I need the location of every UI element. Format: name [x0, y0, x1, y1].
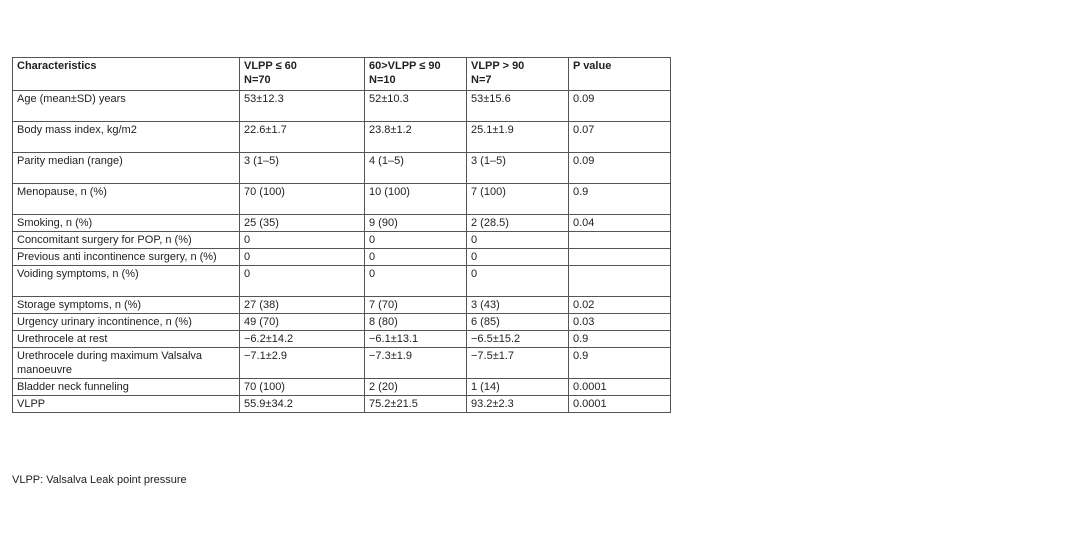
table-row — [13, 232, 671, 249]
table-header-row — [13, 58, 671, 91]
header-text: VLPP > 90 — [471, 60, 525, 72]
table-row — [13, 215, 671, 232]
characteristic-cell: Storage symptoms, n (%) — [13, 297, 240, 314]
header-group-2 — [365, 58, 467, 91]
group-1-cell: 49 (70) — [240, 314, 365, 331]
group-1-cell: −7.1±2.9 — [240, 348, 365, 379]
characteristic-cell: Bladder neck funneling — [13, 379, 240, 396]
group-3-cell: 3 (43) — [467, 297, 569, 314]
characteristic-cell: Previous anti incontinence surgery, n (%) — [13, 249, 240, 266]
characteristics-table — [12, 57, 671, 413]
header-text: Characteristics — [17, 60, 97, 72]
table-row — [13, 314, 671, 331]
p-value-cell — [569, 266, 671, 297]
group-3-cell: 0 — [467, 249, 569, 266]
table-row — [13, 396, 671, 413]
header-n: N=10 — [369, 74, 396, 86]
group-2-cell: 23.8±1.2 — [365, 122, 467, 153]
group-1-cell: 3 (1–5) — [240, 153, 365, 184]
group-2-cell: 0 — [365, 232, 467, 249]
p-value-cell: 0.9 — [569, 348, 671, 379]
header-group-3 — [467, 58, 569, 91]
group-3-cell: 6 (85) — [467, 314, 569, 331]
p-value-cell: 0.02 — [569, 297, 671, 314]
table-row — [13, 266, 671, 297]
table-row — [13, 153, 671, 184]
p-value-cell: 0.0001 — [569, 379, 671, 396]
group-3-cell: 25.1±1.9 — [467, 122, 569, 153]
table-row — [13, 184, 671, 215]
group-3-cell: 93.2±2.3 — [467, 396, 569, 413]
header-characteristics — [13, 58, 240, 91]
p-value-cell: 0.9 — [569, 331, 671, 348]
p-value-cell: 0.04 — [569, 215, 671, 232]
table-footnote: VLPP: Valsalva Leak point pressure — [12, 474, 187, 486]
p-value-cell: 0.03 — [569, 314, 671, 331]
characteristic-cell: Menopause, n (%) — [13, 184, 240, 215]
group-3-cell: 7 (100) — [467, 184, 569, 215]
p-value-cell — [569, 249, 671, 266]
header-text: 60>VLPP ≤ 90 — [369, 60, 441, 72]
group-1-cell: 70 (100) — [240, 184, 365, 215]
group-1-cell: 70 (100) — [240, 379, 365, 396]
p-value-cell: 0.09 — [569, 91, 671, 122]
table-row — [13, 91, 671, 122]
group-3-cell: −6.5±15.2 — [467, 331, 569, 348]
table-body — [13, 91, 671, 413]
header-n: N=70 — [244, 74, 271, 86]
p-value-cell — [569, 232, 671, 249]
group-1-cell: 27 (38) — [240, 297, 365, 314]
table-row — [13, 249, 671, 266]
characteristic-cell: Body mass index, kg/m2 — [13, 122, 240, 153]
group-2-cell: 10 (100) — [365, 184, 467, 215]
p-value-cell: 0.0001 — [569, 396, 671, 413]
table-row — [13, 348, 671, 379]
group-1-cell: 0 — [240, 249, 365, 266]
group-2-cell: −6.1±13.1 — [365, 331, 467, 348]
group-3-cell: 0 — [467, 232, 569, 249]
group-2-cell: 52±10.3 — [365, 91, 467, 122]
table-row — [13, 331, 671, 348]
group-3-cell: 2 (28.5) — [467, 215, 569, 232]
group-1-cell: 0 — [240, 266, 365, 297]
characteristic-cell: Urethrocele during maximum Valsalva manoeuvre — [13, 348, 240, 379]
group-1-cell: 55.9±34.2 — [240, 396, 365, 413]
header-text: P value — [573, 60, 612, 72]
group-3-cell: 53±15.6 — [467, 91, 569, 122]
group-2-cell: 2 (20) — [365, 379, 467, 396]
p-value-cell: 0.9 — [569, 184, 671, 215]
group-2-cell: 0 — [365, 266, 467, 297]
group-2-cell: 8 (80) — [365, 314, 467, 331]
group-1-cell: 25 (35) — [240, 215, 365, 232]
characteristic-cell: Voiding symptoms, n (%) — [13, 266, 240, 297]
group-3-cell: −7.5±1.7 — [467, 348, 569, 379]
group-2-cell: 7 (70) — [365, 297, 467, 314]
group-3-cell: 0 — [467, 266, 569, 297]
group-2-cell: 9 (90) — [365, 215, 467, 232]
characteristic-cell: VLPP — [13, 396, 240, 413]
p-value-cell: 0.07 — [569, 122, 671, 153]
group-1-cell: −6.2±14.2 — [240, 331, 365, 348]
characteristic-cell: Urethrocele at rest — [13, 331, 240, 348]
header-n: N=7 — [471, 74, 492, 86]
group-1-cell: 0 — [240, 232, 365, 249]
characteristic-cell: Smoking, n (%) — [13, 215, 240, 232]
characteristic-cell: Concomitant surgery for POP, n (%) — [13, 232, 240, 249]
table-row — [13, 379, 671, 396]
header-text: VLPP ≤ 60 — [244, 60, 297, 72]
header-p-value — [569, 58, 671, 91]
table-row — [13, 297, 671, 314]
characteristic-cell: Parity median (range) — [13, 153, 240, 184]
group-3-cell: 3 (1–5) — [467, 153, 569, 184]
group-2-cell: 75.2±21.5 — [365, 396, 467, 413]
header-group-1 — [240, 58, 365, 91]
group-1-cell: 53±12.3 — [240, 91, 365, 122]
group-2-cell: −7.3±1.9 — [365, 348, 467, 379]
group-3-cell: 1 (14) — [467, 379, 569, 396]
p-value-cell: 0.09 — [569, 153, 671, 184]
table-row — [13, 122, 671, 153]
group-1-cell: 22.6±1.7 — [240, 122, 365, 153]
group-2-cell: 4 (1–5) — [365, 153, 467, 184]
group-2-cell: 0 — [365, 249, 467, 266]
characteristic-cell: Age (mean±SD) years — [13, 91, 240, 122]
characteristic-cell: Urgency urinary incontinence, n (%) — [13, 314, 240, 331]
